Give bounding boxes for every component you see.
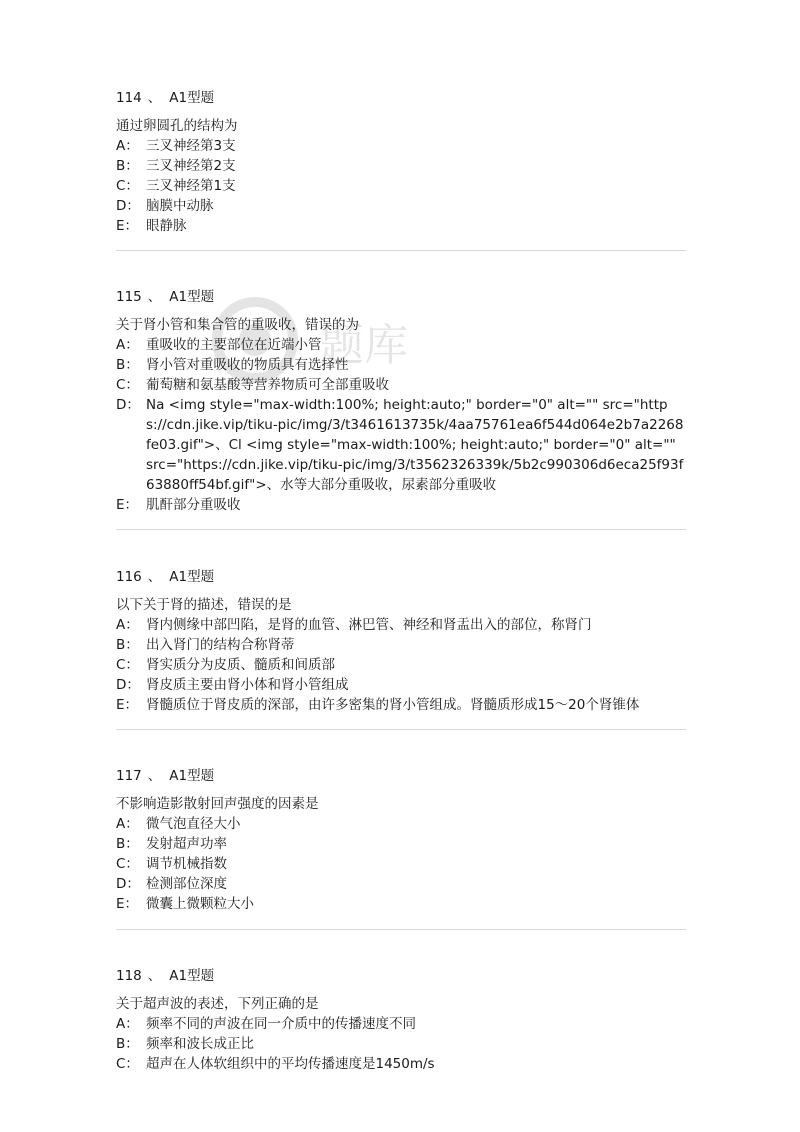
question-stem: 关于超声波的表述，下列正确的是	[116, 996, 319, 1012]
option-e	[116, 894, 686, 914]
option-label: A：	[116, 816, 139, 832]
option-c	[116, 854, 686, 874]
question-115	[116, 287, 686, 515]
option-c	[116, 176, 686, 196]
option-label: E：	[116, 896, 139, 912]
question-117	[116, 766, 686, 914]
option-text: 频率和波长成正比	[146, 1036, 254, 1052]
option-label: B：	[116, 836, 139, 852]
question-114	[116, 88, 686, 236]
option-text: 肾皮质主要由肾小体和肾小管组成	[146, 677, 349, 693]
option-label: A：	[116, 138, 139, 154]
question-stem: 通过卵圆孔的结构为	[116, 118, 238, 134]
question-number: 117	[116, 768, 142, 784]
option-text: 肾实质分为皮质、髓质和间质部	[146, 657, 335, 673]
option-b	[116, 156, 686, 176]
question-number: 115	[116, 289, 142, 305]
option-text: Na <img style="max-width:100%; height:auto;" border="0" alt="" src="https://cdn.jike.vip/tiku-pic/img/3/t3461613735k/4aa75761ea6f544d064e2b7a2268fe03.gif">、Cl <img style="max-width:100%; height:auto;" border="0" alt="" src="https://cdn.jike.vip/tiku-pic/img/3/t3562326339k/5b2c990306d6eca25f93f63880ff54bf.gif">、水等大部分重吸收，尿素部分重吸收	[146, 397, 684, 493]
option-text: 肾小管对重吸收的物质具有选择性	[146, 357, 349, 373]
option-b	[116, 1034, 686, 1054]
option-label: E：	[116, 697, 139, 713]
option-b	[116, 834, 686, 854]
option-c	[116, 1054, 686, 1074]
option-text: 肾髓质位于肾皮质的深部，由许多密集的肾小管组成。肾髓质形成15～20个肾锥体	[146, 697, 640, 713]
option-label: E：	[116, 497, 139, 513]
option-text: 出入肾门的结构合称肾蒂	[146, 637, 295, 653]
option-d	[116, 395, 686, 495]
option-text: 葡萄糖和氨基酸等营养物质可全部重吸收	[146, 377, 389, 393]
option-label: A：	[116, 337, 139, 353]
option-b	[116, 635, 686, 655]
option-label: C：	[116, 1056, 139, 1072]
option-a	[116, 136, 686, 156]
option-text: 超声在人体软组织中的平均传播速度是1450m/s	[146, 1056, 435, 1072]
option-text: 发射超声功率	[146, 836, 227, 852]
option-text: 眼静脉	[146, 218, 187, 234]
question-number: 114	[116, 90, 142, 106]
option-c	[116, 375, 686, 395]
option-e	[116, 495, 686, 515]
question-type: A1型题	[169, 90, 215, 106]
option-label: E：	[116, 218, 139, 234]
option-label: A：	[116, 617, 139, 633]
option-label: A：	[116, 1016, 139, 1032]
question-header	[116, 88, 686, 108]
option-a	[116, 1014, 686, 1034]
question-separator: 、	[147, 968, 162, 984]
option-b	[116, 355, 686, 375]
question-separator: 、	[147, 768, 162, 784]
question-stem: 以下关于肾的描述，错误的是	[116, 597, 292, 613]
option-text: 三叉神经第2支	[146, 158, 236, 174]
option-c	[116, 655, 686, 675]
option-text: 脑膜中动脉	[146, 198, 214, 214]
question-number: 118	[116, 968, 142, 984]
option-text: 频率不同的声波在同一介质中的传播速度不同	[146, 1016, 416, 1032]
option-label: B：	[116, 357, 139, 373]
option-e	[116, 216, 686, 236]
option-label: D：	[116, 876, 140, 892]
option-label: C：	[116, 856, 139, 872]
option-text: 微囊上微颗粒大小	[146, 896, 254, 912]
option-e	[116, 695, 686, 715]
question-separator: 、	[147, 90, 162, 106]
option-label: B：	[116, 158, 139, 174]
option-text: 检测部位深度	[146, 876, 227, 892]
question-stem: 关于肾小管和集合管的重吸收，错误的为	[116, 317, 359, 333]
option-text: 微气泡直径大小	[146, 816, 241, 832]
option-d	[116, 874, 686, 894]
option-a	[116, 615, 686, 635]
option-d	[116, 196, 686, 216]
question-type: A1型题	[169, 569, 215, 585]
option-label: C：	[116, 657, 139, 673]
question-number: 116	[116, 569, 142, 585]
option-label: B：	[116, 637, 139, 653]
question-type: A1型题	[169, 289, 215, 305]
divider	[116, 250, 686, 251]
watermark-text: 题库	[320, 320, 408, 371]
option-a	[116, 335, 686, 355]
option-label: D：	[116, 677, 140, 693]
option-label: D：	[116, 397, 140, 413]
divider	[116, 529, 686, 530]
question-type: A1型题	[169, 968, 215, 984]
question-type: A1型题	[169, 768, 215, 784]
option-text: 肌酐部分重吸收	[146, 497, 241, 513]
option-text: 肾内侧缘中部凹陷，是肾的血管、淋巴管、神经和肾盂出入的部位，称肾门	[146, 617, 592, 633]
question-header	[116, 567, 686, 587]
question-118	[116, 966, 686, 1074]
question-116	[116, 567, 686, 715]
question-separator: 、	[147, 569, 162, 585]
option-a	[116, 814, 686, 834]
divider	[116, 929, 686, 930]
question-separator: 、	[147, 289, 162, 305]
option-d	[116, 675, 686, 695]
option-label: D：	[116, 198, 140, 214]
question-header	[116, 966, 686, 986]
option-text: 三叉神经第1支	[146, 178, 236, 194]
question-header	[116, 287, 686, 307]
divider	[116, 729, 686, 730]
question-header	[116, 766, 686, 786]
option-text: 重吸收的主要部位在近端小管	[146, 337, 322, 353]
option-text: 调节机械指数	[146, 856, 227, 872]
option-text: 三叉神经第3支	[146, 138, 236, 154]
question-stem: 不影响造影散射回声强度的因素是	[116, 796, 319, 812]
option-label: C：	[116, 377, 139, 393]
option-label: B：	[116, 1036, 139, 1052]
option-label: C：	[116, 178, 139, 194]
